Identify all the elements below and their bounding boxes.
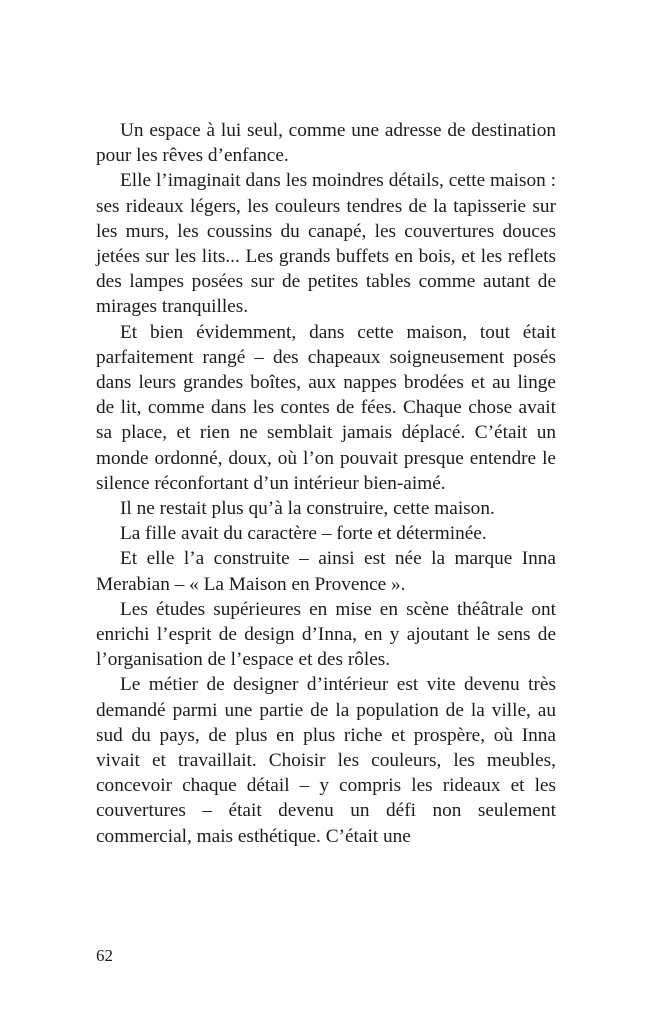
paragraph: Il ne restait plus qu’à la construire, cette maison.	[120, 498, 495, 520]
paragraph: Un espace à lui seul, comme une adresse de destination pour les rêves d’enfance.	[96, 120, 556, 167]
paragraph: Les études supérieures en mise en scène théâtrale ont enrichi l’esprit de design d’Inna, en y ajoutant le sens de l’organisation de l’espace et des rôles.	[96, 598, 556, 671]
paragraph: Elle l’imaginait dans les moindres détails, cette maison : ses rideaux légers, les couleurs tendres de la tapisserie sur les murs, les coussins du canapé, les couvertures douces jetées sur les lits... Les grands buffets en bois, et les reflets des lampes posées sur de petites tables comme autant de mirages tranquilles.	[96, 170, 556, 318]
paragraph: Et elle l’a construite – ainsi est née la marque Inna Merabian – « La Maison en Provence ».	[96, 548, 556, 595]
paragraph: Le métier de designer d’intérieur est vite devenu très demandé parmi une partie de la population de la ville, au sud du pays, de plus en plus riche et prospère, où Inna vivait et travaillait. Choisir les couleurs, les meubles, concevoir chaque détail – y compris les rideaux et les couvertures – était devenu un défi non seulement commercial, mais esthétique. C’était une	[96, 674, 556, 847]
paragraph: Et bien évidemment, dans cette maison, tout était parfaitement rangé – des chapeaux soigneusement posés dans leurs grandes boîtes, aux nappes brodées et au linge de lit, comme dans les contes de fées. Chaque chose avait sa place, et rien ne semblait jamais déplacé. C’était un monde ordonné, doux, où l’on pouvait presque entendre le silence réconfortant d’un intérieur bien-aimé.	[96, 321, 556, 494]
page-number: 62	[96, 946, 113, 965]
paragraph: La fille avait du caractère – forte et déterminée.	[120, 523, 487, 545]
page-body-text	[96, 118, 556, 849]
